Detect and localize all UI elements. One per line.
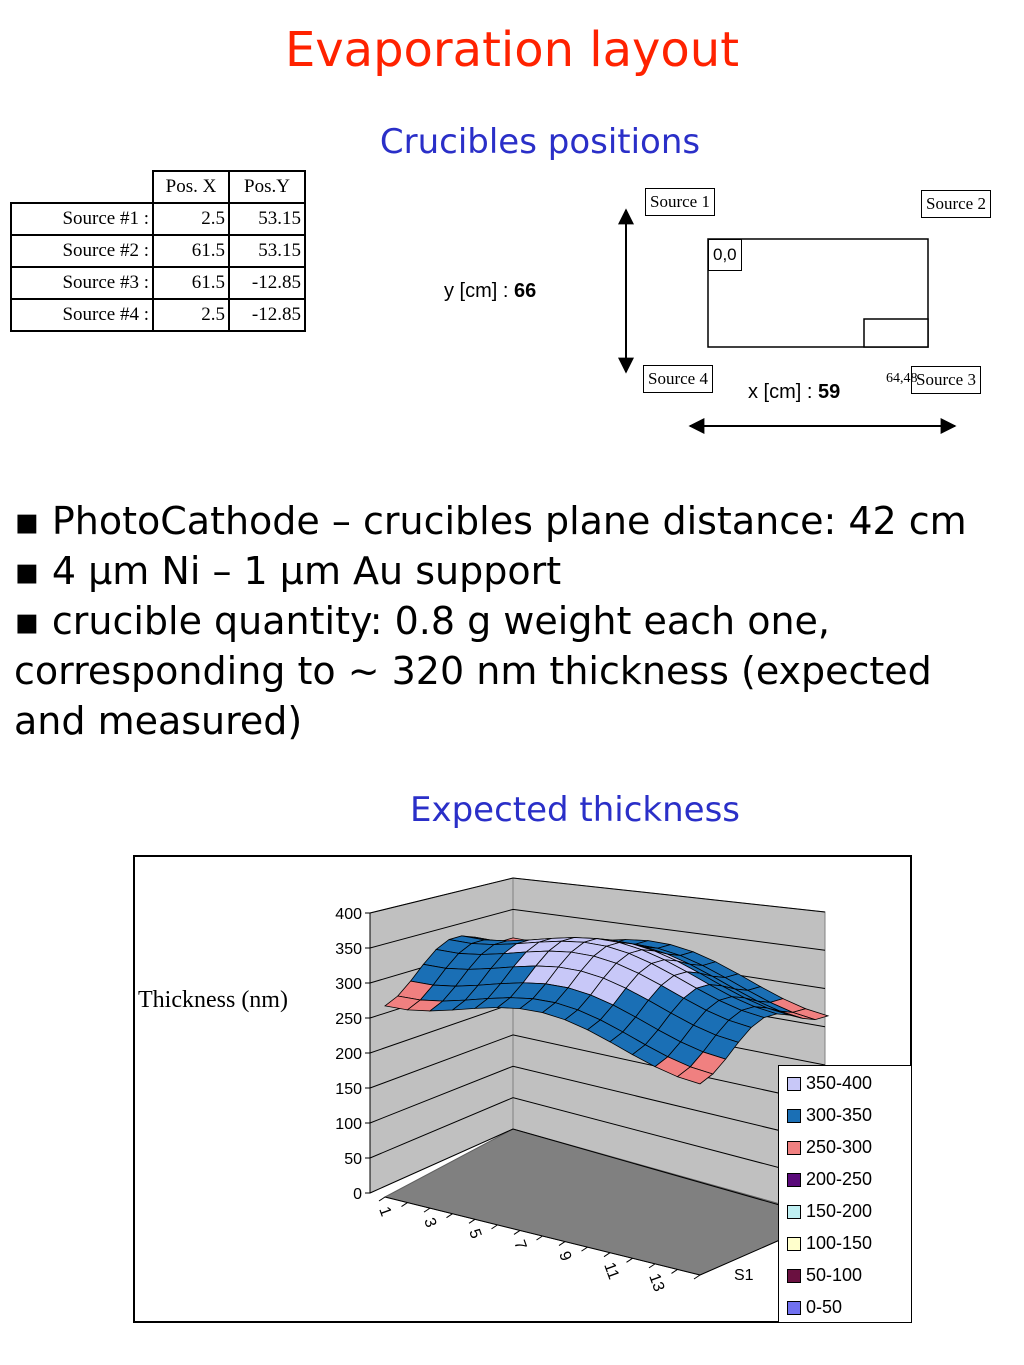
legend-item (787, 1263, 862, 1287)
legend-label: 50-100 (806, 1265, 863, 1285)
table-row (11, 267, 305, 299)
legend-item (787, 1071, 872, 1095)
y-dimension-label (444, 280, 536, 303)
corner-coordinate: 64,48 (886, 371, 918, 386)
bullet-marker: ▪ (14, 599, 40, 643)
cell-x: 2.5 (153, 203, 229, 235)
x-tick-label: 3 (420, 1215, 440, 1230)
x-tick-label: 1 (375, 1204, 395, 1219)
x-tick (559, 1242, 565, 1246)
legend-swatch (787, 1077, 801, 1091)
row-label: Source #2 : (11, 235, 153, 267)
x-tick (447, 1214, 453, 1218)
bullet-marker: ▪ (14, 549, 40, 593)
source-2-label: Source 2 (921, 190, 991, 218)
thickness-subtitle: Expected thickness (409, 790, 741, 830)
cell-y: 53.15 (229, 235, 305, 267)
x-tick (469, 1219, 475, 1223)
y-dim-text: y [cm] : (444, 280, 514, 302)
legend-swatch (787, 1173, 801, 1187)
z-tick-label: 400 (335, 906, 362, 923)
x-tick-label: 7 (510, 1237, 530, 1253)
x-tick (402, 1203, 408, 1207)
depth-tick-label: S1 (734, 1267, 754, 1284)
source-3-label: Source 3 (911, 366, 981, 394)
legend-item (787, 1199, 872, 1223)
legend-item (787, 1295, 842, 1319)
legend-label: 150-200 (806, 1201, 873, 1221)
source-4-label: Source 4 (643, 365, 713, 393)
legend-swatch (787, 1205, 801, 1219)
x-tick (672, 1269, 678, 1273)
z-tick-label: 200 (335, 1046, 362, 1063)
bullet-text: crucible quantity: 0.8 g weight each one, corresponding to ~ 320 nm thickness (expected and measured) (14, 599, 932, 743)
z-tick-label: 350 (335, 941, 362, 958)
x-tick-label: 11 (600, 1260, 622, 1282)
list-item (14, 596, 1004, 746)
legend-label: 100-150 (806, 1233, 873, 1253)
z-tick-label: 100 (335, 1116, 362, 1133)
legend-swatch (787, 1141, 801, 1155)
row-label: Source #3 : (11, 267, 153, 299)
header-pos-y: Pos.Y (229, 171, 305, 203)
bullet-text: 4 μm Ni – 1 μm Au support (51, 549, 562, 593)
x-tick (604, 1253, 610, 1257)
table-row (11, 203, 305, 235)
x-dimension-label (748, 381, 840, 404)
legend-label: 200-250 (806, 1169, 873, 1189)
table-header-row (11, 171, 305, 203)
positions-table (10, 170, 306, 332)
table-row (11, 235, 305, 267)
origin-label: 0,0 (708, 239, 742, 271)
z-tick-label: 300 (335, 976, 362, 993)
legend-swatch (787, 1269, 801, 1283)
legend-item (787, 1135, 872, 1159)
z-tick-label: 250 (335, 1011, 362, 1028)
x-tick (694, 1275, 700, 1279)
x-tick-label: 13 (645, 1271, 668, 1294)
cell-y: -12.85 (229, 299, 305, 331)
x-tick (649, 1264, 655, 1268)
row-label: Source #1 : (11, 203, 153, 235)
list-item (14, 546, 1004, 596)
legend-label: 350-400 (806, 1073, 873, 1093)
x-tick-label: 9 (555, 1249, 575, 1264)
x-tick (424, 1208, 430, 1212)
chart-legend (778, 1065, 912, 1323)
cell-x: 61.5 (153, 267, 229, 299)
header-pos-x: Pos. X (153, 171, 229, 203)
legend-swatch (787, 1301, 801, 1315)
page-title: Evaporation layout (284, 22, 740, 78)
cell-x: 61.5 (153, 235, 229, 267)
list-item (14, 496, 1004, 546)
table-row (11, 299, 305, 331)
x-tick (379, 1197, 385, 1201)
x-tick (627, 1258, 633, 1262)
cell-x: 2.5 (153, 299, 229, 331)
legend-item (787, 1167, 872, 1191)
z-tick-label: 0 (353, 1186, 362, 1203)
legend-label: 300-350 (806, 1105, 873, 1125)
x-tick (582, 1247, 588, 1251)
bullet-marker: ▪ (14, 499, 40, 543)
cell-y: 53.15 (229, 203, 305, 235)
legend-label: 250-300 (806, 1137, 873, 1157)
x-dim-value: 59 (818, 381, 841, 403)
source-1-label: Source 1 (645, 188, 715, 216)
z-axis-title: Thickness (nm) (138, 987, 288, 1013)
legend-item (787, 1103, 872, 1127)
legend-label: 0-50 (806, 1297, 843, 1317)
x-tick (514, 1230, 520, 1234)
legend-swatch (787, 1237, 801, 1251)
x-dim-text: x [cm] : (748, 381, 818, 403)
bullet-text: PhotoCathode – crucibles plane distance: 42 cm (51, 499, 967, 543)
cell-y: -12.85 (229, 267, 305, 299)
corner-rectangle (864, 319, 928, 347)
bullet-list (14, 496, 1004, 746)
z-tick-label: 150 (335, 1081, 362, 1098)
y-dim-value: 66 (514, 280, 537, 302)
row-label: Source #4 : (11, 299, 153, 331)
legend-item (787, 1231, 872, 1255)
z-tick-label: 50 (344, 1151, 362, 1168)
legend-swatch (787, 1109, 801, 1123)
positions-subtitle: Crucibles positions (379, 122, 701, 162)
x-tick (492, 1225, 498, 1229)
x-tick-label: 5 (465, 1226, 485, 1242)
x-tick (537, 1236, 543, 1240)
